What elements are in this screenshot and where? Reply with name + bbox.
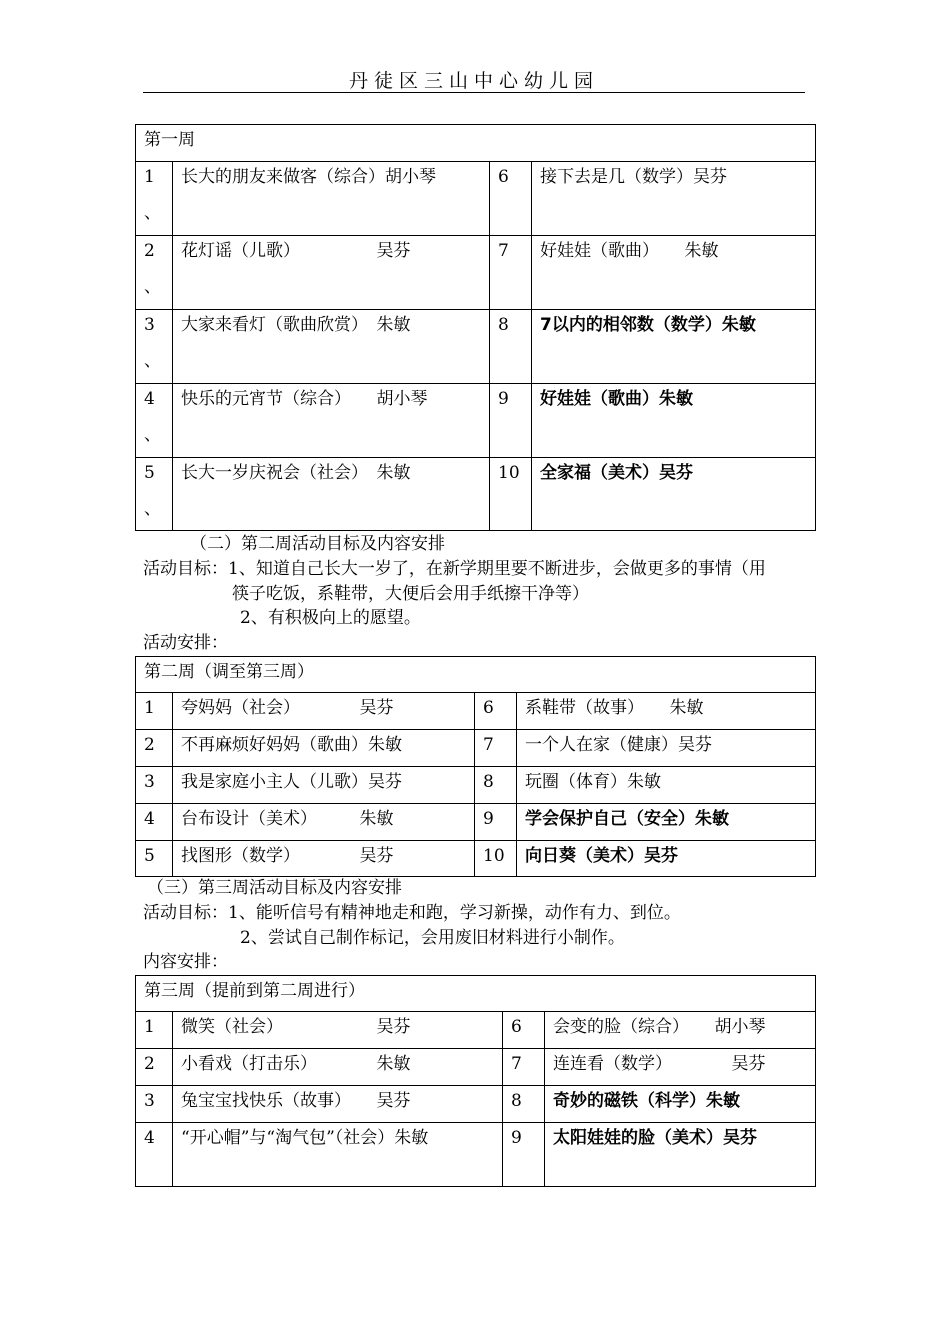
activity-cell: 学会保护自己（安全）朱敏 bbox=[517, 804, 816, 841]
week2-title-row bbox=[136, 657, 816, 693]
row-number: 8 bbox=[490, 310, 532, 384]
table-row bbox=[136, 236, 816, 310]
week1-title: 第一周 bbox=[136, 125, 816, 162]
activity-cell: 微笑（社会） 吴芬 bbox=[173, 1012, 503, 1049]
activity-cell: 花灯谣（儿歌） 吴芬 bbox=[173, 236, 490, 310]
section3-goal-line1: 活动目标：1、能听信号有精神地走和跑，学习新操，动作有力、到位。 bbox=[143, 903, 681, 923]
row-number: 6 bbox=[503, 1012, 545, 1049]
activity-cell: 台布设计（美术） 朱敏 bbox=[173, 804, 475, 841]
row-number: 8 bbox=[475, 767, 517, 804]
row-number: 5 、 bbox=[136, 458, 173, 531]
row-number: 10 bbox=[475, 841, 517, 877]
activity-cell: 不再麻烦好妈妈（歌曲）朱敏 bbox=[173, 730, 475, 767]
table-row bbox=[136, 384, 816, 458]
row-number: 3 bbox=[136, 767, 173, 804]
activity-cell: “开心帽”与“淘气包”（社会）朱敏 bbox=[173, 1123, 503, 1187]
section3-heading: （三）第三周活动目标及内容安排 bbox=[147, 878, 402, 898]
row-number: 2 、 bbox=[136, 236, 173, 310]
activity-cell: 好娃娃（歌曲） 朱敏 bbox=[532, 236, 816, 310]
section2-heading: （二）第二周活动目标及内容安排 bbox=[190, 534, 445, 554]
table-row bbox=[136, 1086, 816, 1123]
table-row bbox=[136, 767, 816, 804]
activity-cell: 接下去是几（数学）吴芬 bbox=[532, 162, 816, 236]
table-row bbox=[136, 804, 816, 841]
activity-cell: 太阳娃娃的脸（美术）吴芬 bbox=[545, 1123, 816, 1187]
row-number: 9 bbox=[475, 804, 517, 841]
activity-cell: 长大的朋友来做客（综合）胡小琴 bbox=[173, 162, 490, 236]
week1-title-row bbox=[136, 125, 816, 162]
activity-cell: 好娃娃（歌曲）朱敏 bbox=[532, 384, 816, 458]
activity-cell: 7以内的相邻数（数学）朱敏 bbox=[532, 310, 816, 384]
table-row bbox=[136, 730, 816, 767]
row-number: 6 bbox=[475, 693, 517, 730]
activity-cell: 一个人在家（健康）吴芬 bbox=[517, 730, 816, 767]
table-row bbox=[136, 162, 816, 236]
table-row bbox=[136, 458, 816, 531]
activity-cell: 奇妙的磁铁（科学）朱敏 bbox=[545, 1086, 816, 1123]
table-row bbox=[136, 310, 816, 384]
row-number: 3 、 bbox=[136, 310, 173, 384]
row-number: 3 bbox=[136, 1086, 173, 1123]
section2-goal-line1: 活动目标：1、知道自己长大一岁了，在新学期里要不断进步，会做更多的事情（用 bbox=[143, 559, 766, 579]
section3-arrange-label: 内容安排： bbox=[143, 952, 228, 972]
section3-goal-line2: 2、尝试自己制作标记，会用废旧材料进行小制作。 bbox=[240, 928, 625, 948]
row-number: 7 bbox=[503, 1049, 545, 1086]
week1-table bbox=[135, 124, 816, 531]
activity-cell: 小看戏（打击乐） 朱敏 bbox=[173, 1049, 503, 1086]
table-row bbox=[136, 1123, 816, 1187]
table-row bbox=[136, 841, 816, 877]
row-number: 4 bbox=[136, 804, 173, 841]
activity-cell: 系鞋带（故事） 朱敏 bbox=[517, 693, 816, 730]
row-number: 7 bbox=[490, 236, 532, 310]
section2-goal-line3: 2、有积极向上的愿望。 bbox=[240, 608, 421, 628]
row-number: 4 bbox=[136, 1123, 173, 1187]
activity-cell: 快乐的元宵节（综合） 胡小琴 bbox=[173, 384, 490, 458]
week3-table bbox=[135, 975, 816, 1187]
activity-cell: 连连看（数学） 吴芬 bbox=[545, 1049, 816, 1086]
row-number: 2 bbox=[136, 1049, 173, 1086]
activity-cell: 会变的脸（综合） 胡小琴 bbox=[545, 1012, 816, 1049]
table-row bbox=[136, 693, 816, 730]
row-number: 7 bbox=[475, 730, 517, 767]
row-number: 1 bbox=[136, 1012, 173, 1049]
activity-cell: 长大一岁庆祝会（社会） 朱敏 bbox=[173, 458, 490, 531]
activity-cell: 找图形（数学） 吴芬 bbox=[173, 841, 475, 877]
activity-cell: 全家福（美术）吴芬 bbox=[532, 458, 816, 531]
activity-cell: 大家来看灯（歌曲欣赏） 朱敏 bbox=[173, 310, 490, 384]
activity-cell: 我是家庭小主人（儿歌）吴芬 bbox=[173, 767, 475, 804]
row-number: 9 bbox=[490, 384, 532, 458]
activity-cell: 夸妈妈（社会） 吴芬 bbox=[173, 693, 475, 730]
row-number: 1 bbox=[136, 693, 173, 730]
row-number: 5 bbox=[136, 841, 173, 877]
week2-title: 第二周（调至第三周） bbox=[136, 657, 816, 693]
activity-cell: 玩圈（体育）朱敏 bbox=[517, 767, 816, 804]
table-row bbox=[136, 1049, 816, 1086]
activity-cell: 向日葵（美术）吴芬 bbox=[517, 841, 816, 877]
row-number: 8 bbox=[503, 1086, 545, 1123]
week3-title-row bbox=[136, 976, 816, 1012]
week2-table bbox=[135, 656, 816, 877]
row-number: 2 bbox=[136, 730, 173, 767]
row-number: 9 bbox=[503, 1123, 545, 1187]
week3-title: 第三周（提前到第二周进行） bbox=[136, 976, 816, 1012]
activity-cell: 兔宝宝找快乐（故事） 吴芬 bbox=[173, 1086, 503, 1123]
row-number: 10 bbox=[490, 458, 532, 531]
table-row bbox=[136, 1012, 816, 1049]
header-divider bbox=[143, 92, 805, 93]
row-number: 1 、 bbox=[136, 162, 173, 236]
section2-goal-line2: 筷子吃饭，系鞋带，大便后会用手纸擦干净等） bbox=[232, 584, 589, 604]
section2-arrange-label: 活动安排： bbox=[143, 633, 228, 653]
row-number: 6 bbox=[490, 162, 532, 236]
row-number: 4 、 bbox=[136, 384, 173, 458]
page-header-title: 丹徒区三山中心幼儿园 bbox=[348, 70, 599, 92]
